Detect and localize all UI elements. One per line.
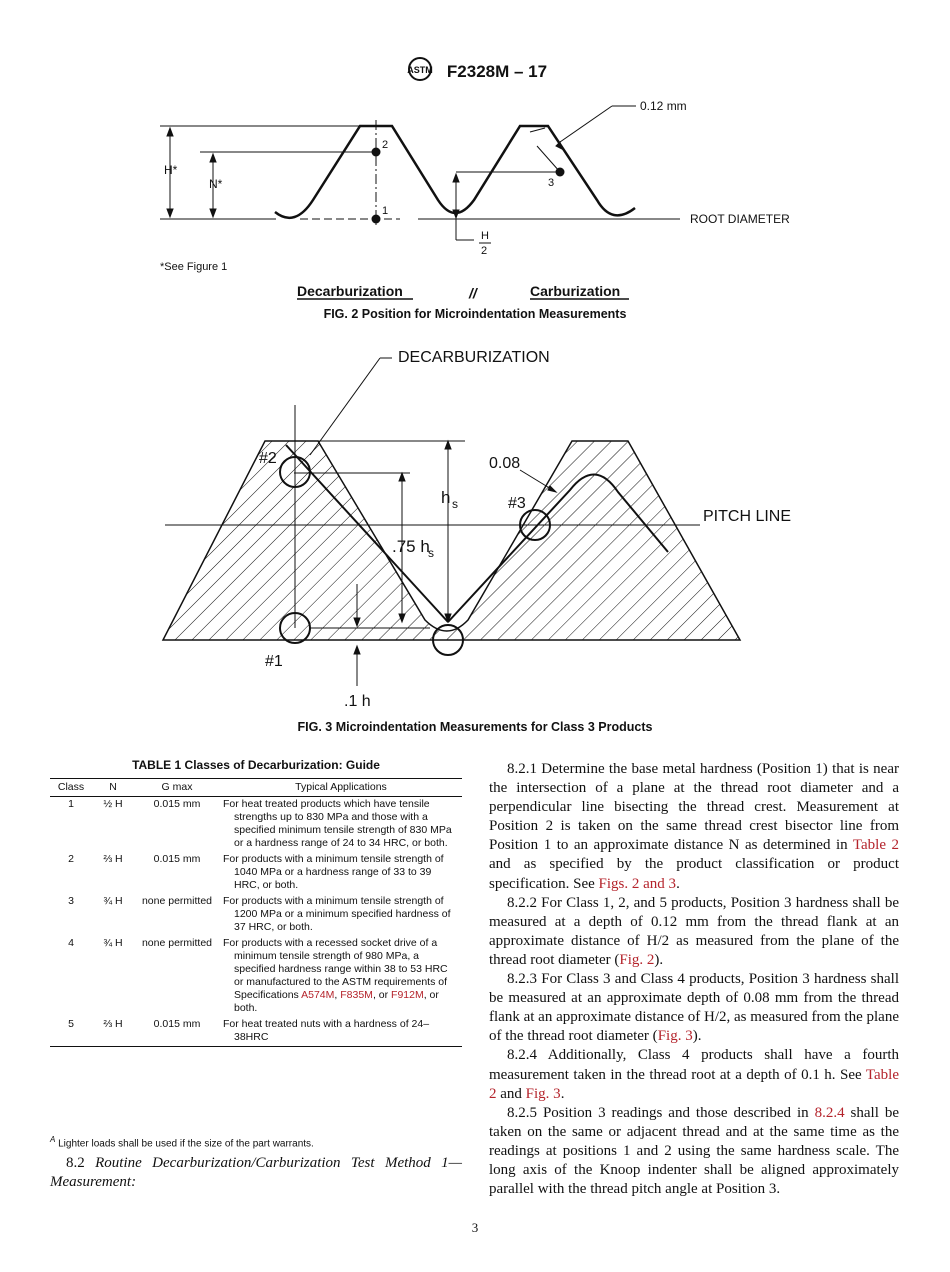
cell-class: 4 (68, 937, 74, 949)
table-row (50, 852, 462, 894)
legend-separator: // (469, 285, 477, 301)
para-text: . (560, 1085, 565, 1102)
label-pos1: 1 (382, 205, 389, 217)
cell-gmax: none permitted (141, 937, 213, 949)
position-1-marker (372, 215, 381, 224)
para-text: and (496, 1085, 526, 1102)
label-p2: #2 (259, 450, 277, 467)
table-row (50, 797, 462, 853)
col-applications: Typical Applications (220, 779, 462, 797)
table-1 (50, 758, 462, 1047)
link-fig-2[interactable]: Fig. 2 (619, 951, 655, 968)
para-text: 8.2.4 Additionally, Class 4 products shall have a fourth measurement taken in the thread root at a depth of 0.1 h. See (489, 1047, 899, 1083)
col-gmax: G max (134, 779, 220, 797)
figure-3-caption: FIG. 3 Microindentation Measurements for Class 3 Products (297, 720, 653, 734)
figure-2-caption: FIG. 2 Position for Microindentation Measurements (323, 307, 627, 321)
section-number: 8.2 (66, 1155, 85, 1171)
para-8-2-5 (489, 1104, 899, 1199)
para-text: and as specified by the product classification or product specification. See (489, 856, 899, 892)
cell-gmax: 0.015 mm (153, 798, 201, 810)
label-01h: .1 h (344, 693, 371, 710)
page-number: 3 (471, 1220, 479, 1235)
figure-note: *See Figure 1 (160, 261, 228, 273)
figure-3 (0, 340, 950, 712)
link-a574m[interactable]: A574M (301, 989, 335, 1001)
table-1-caption: TABLE 1 Classes of Decarburization: Guide (132, 758, 380, 772)
app-sep: , (334, 989, 338, 1001)
label-012mm: 0.12 mm (640, 99, 687, 113)
cell-application: For products with a minimum tensile strength of 1040 MPa or a hardness range of 33 to 39 HRC, or both. (223, 853, 444, 891)
para-text: 8.2.5 Position 3 readings and those described in (507, 1104, 815, 1121)
cell-application: For products with a minimum tensile strength of 1200 MPa or a minimum specified hardness of 37 HRC, or both. (223, 895, 451, 933)
footnote-marker: A (50, 1135, 56, 1144)
label-decarburization: DECARBURIZATION (398, 349, 550, 366)
label-h-den: 2 (481, 245, 488, 257)
cell-class: 3 (68, 895, 74, 907)
legend-carburization: Carburization (530, 283, 621, 299)
cell-class: 2 (68, 853, 74, 865)
cell-n: ¾ H (103, 937, 123, 949)
link-f912m[interactable]: F912M (391, 989, 424, 1001)
para-8-2-2 (489, 894, 899, 970)
label-hs: h (441, 488, 451, 507)
link-fig-3[interactable]: Fig. 3 (525, 1085, 561, 1102)
position-2-marker (372, 148, 381, 157)
cell-application (220, 936, 462, 1017)
col-n: N (92, 779, 134, 797)
cell-application: For heat treated nuts with a hardness of 24–38HRC (220, 1017, 462, 1047)
label-008: 0.08 (489, 455, 521, 472)
label-pos3: 3 (548, 177, 555, 189)
para-8-2-4 (489, 1046, 899, 1103)
standard-designation: F2328M – 17 (446, 61, 548, 81)
cell-class: 5 (50, 1017, 92, 1047)
astm-logo-icon (403, 56, 437, 87)
label-root-diameter: ROOT DIAMETER (690, 212, 790, 226)
app-text: For products with a recessed socket drive of a minimum tensile strength of 980 MPa, a specified hardness range within 38 to 53 HRC or manufactured to the ASTM requirements of Specifications (223, 937, 448, 1001)
para-text: 8.2.3 For Class 3 and Class 4 products, Position 3 hardness shall be measured at an approximate depth of 0.08 mm from the thread flank at an approximate distance of H/2, as measured from the plane of the thread root diameter ( (489, 971, 899, 1045)
cell-gmax: 0.015 mm (153, 853, 201, 865)
cell-gmax: 0.015 mm (134, 1017, 220, 1047)
link-table-2[interactable]: Table 2 (489, 1066, 899, 1102)
para-text: 8.2.1 Determine the base metal hardness (Position 1) that is near the intersection of a plane at the thread root diameter and a perpendicular line bisecting the thread crest. Measurement at Position 2 is taken on the same thread crest bisector line from Position 1 to an approximate distance N as determined in (489, 761, 899, 854)
cell-gmax: none permitted (141, 895, 213, 907)
decarburization-classes-table (50, 778, 462, 1047)
section-8-2 (50, 1154, 462, 1192)
app-text: , or both. (234, 989, 439, 1014)
link-figs-2-3[interactable]: Figs. 2 and 3 (598, 875, 677, 892)
link-fig-3[interactable]: Fig. 3 (657, 1028, 693, 1045)
label-p1: #1 (265, 653, 283, 670)
link-8-2-4[interactable]: 8.2.4 (814, 1104, 845, 1121)
cell-n: ½ H (103, 798, 123, 810)
label-n: N* (209, 177, 223, 191)
page-header (0, 56, 950, 87)
label-h: H* (164, 163, 178, 177)
col-class: Class (50, 779, 92, 797)
table-row (50, 1017, 462, 1047)
label-p3: #3 (508, 495, 526, 512)
cell-n: ⅔ H (103, 853, 123, 865)
cell-application: For heat treated products which have tensile strengths up to 830 MPa and those with a specified minimum tensile strength of 830 MPa or a hardness range of 24 to 34 HRC, or both. (223, 798, 452, 849)
logo-text: ASTM (407, 65, 433, 75)
right-column (489, 760, 899, 1199)
label-075hs-sub: s (428, 546, 434, 560)
footnote-text: Lighter loads shall be used if the size of the part warrants. (55, 1138, 314, 1150)
link-table-2[interactable]: Table 2 (852, 837, 899, 854)
label-pos2: 2 (382, 139, 389, 151)
cell-class: 1 (68, 798, 74, 810)
table-row (50, 894, 462, 936)
label-h-num: H (481, 230, 489, 242)
cell-n: ⅔ H (92, 1017, 134, 1047)
label-075hs: .75 h (392, 537, 430, 556)
para-8-2-3 (489, 970, 899, 1046)
app-sep: , or (372, 989, 392, 1001)
figure-2 (0, 96, 950, 306)
table-footnote (50, 1135, 314, 1149)
legend-decarburization: Decarburization (297, 283, 403, 299)
para-8-2-1 (489, 760, 899, 894)
link-f835m[interactable]: F835M (340, 989, 373, 1001)
table-row (50, 936, 462, 1017)
label-hs-sub: s (452, 497, 458, 511)
para-text: shall be taken on the same or adjacent thread and at the same time as the readings at positions 1 and 2 using the same hardness scale. The long axis of the Knoop indenter shall be aligned approximately parallel with the thread pitch angle at Position 3. (489, 1104, 899, 1198)
thread-profile (275, 126, 635, 218)
para-text: ). (654, 951, 664, 968)
cell-n: ¾ H (103, 895, 123, 907)
label-pitch-line: PITCH LINE (703, 508, 792, 525)
para-text: ). (692, 1028, 702, 1045)
para-text: . (676, 875, 680, 892)
para-text: 8.2.2 For Class 1, 2, and 5 products, Position 3 hardness shall be measured at a depth of 0.12 mm from the thread flank at an approximate distance of H/2 as measured from the plane of the thread root diameter ( (489, 894, 899, 968)
position-3-marker (556, 168, 565, 177)
section-title: Routine Decarburization/Carburization Test Method 1—Measurement: (50, 1155, 462, 1190)
table-header-row (50, 779, 462, 797)
